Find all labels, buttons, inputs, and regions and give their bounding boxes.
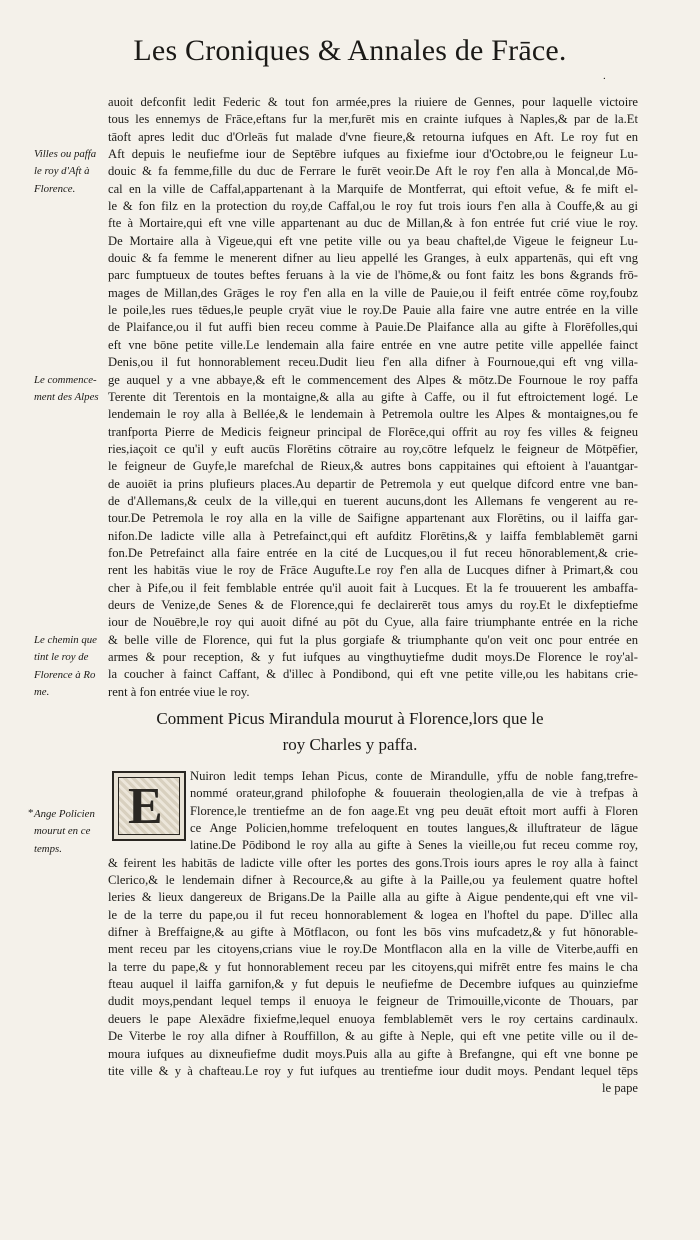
text-line: douic & fa femme le menerent difner au lieu appellé les Granges, à eulx appartenās, qui eft vng [108,251,638,266]
text-line: ge auquel y a vne abbaye,& eft le commencement des Alpes & mōtz.De Fournoue le roy paffa [108,372,638,387]
margin-note-line: me. [34,686,50,699]
text-line: nifon.De ladicte ville alla à Petrefainct,qui eft aufditz Florētins,& y laiffa femblablemēt garni [108,528,638,543]
text-line: nommé orateur,grand philofophe & fouuerain theologien,alla de vie à trefpas à [190,786,638,801]
text-line: eft vne bōne petite ville.Le lendemain alla faire entrée en vne autre petite ville appellée fainct [108,337,638,352]
margin-note-chemin [34,632,106,701]
text-line: le feigneur de Guyfe,le marefchal de Rieux,& autres bons cappitaines qui eftoient à l'auantgar- [108,459,638,474]
text-line: & feirent les habitās de ladicte ville ofter les portes des gons.Trois iours apres le roy alla à fainct [108,855,638,870]
text-line: le de la terre du pape,ou il fut receu honnorablement & logea en l'hoftel du pape. D'illec alla [108,907,638,922]
text-line: deurs de Venize,de Senes & de Florence,qui fe declairerēt tous amys du roy.Et le dixfeptiefme [108,597,638,612]
text-line: ce Ange Policien,homme trefeloquent en toutes langues,& illuftrateur de lāgue [190,821,638,836]
catchword: le pape [601,1081,638,1096]
text-line: Nuiron ledit temps Iehan Picus, conte de Mirandulle, yffu de noble fang,trefre- [190,769,638,783]
text-line: Clerico,& le lendemain difner à Recource,& au gifte à la Paille,ou ya feulement quatre hoftel [108,873,638,888]
text-line: lendemain le roy alla à Bellée,& le lendemain à Petremola oultre les Alpes & montaignes,ou fe [108,407,638,422]
text-line: Terente dit Terentois en la montaigne,& alla au gifte à Caffe, ou il fut eftroictement logé. Le [108,389,638,404]
text-line: tite ville & y à chafteau.Le roy y fut iufques au trentiefme iour dudit moys. Pendant lequel tēps [108,1063,638,1078]
margin-note-line: le roy d'Aft à [34,165,90,178]
margin-note-line: tint le roy de [34,651,89,664]
text-line: leries & lieux dangereux de Brigans.De la Paille alla au gifte à Aigue pendente,qui eft vne vil- [108,890,638,905]
text-line: la terre du pape,& y fut honnorablement receu par les citoyens,qui mifrēt entre fes mains le cha [108,959,638,974]
text-line: le poile,les rues tēdues,le peuple cryāt viue le roy.De Pauie alla faire vne autre entrée en la ville [108,303,638,318]
text-line: tāoft apres ledit duc d'Orleās fut malade d'vne fieure,& retourna iufques en Aft. Le roy fut en [108,129,638,144]
margin-note-line: Florence. [34,182,76,195]
margin-note-line: ment des Alpes [34,391,99,404]
text-line: le & fon filz en la protection du roy,de Caffal,ou le roy fut trois iours f'en alla à Couffe,& au gi [108,199,638,214]
body-text-section-1 [108,94,638,701]
text-line: tranfporta Pierre de Medicis feigneur principal de Florēce,qui offrit au roy fes villes & feigneu [108,424,638,439]
margin-note-line: Villes ou paffa [34,148,97,160]
text-line: auoit defconfit ledit Federic & tout fon armée,pres la riuiere de Gennes, pour laquelle victoire [108,95,638,109]
running-head: Les Croniques & Annales de Frāce. [133,34,567,67]
text-line: tous les ennemys de Frāce,eftans fur la mer,furēt mis en crainte iufques à Naples,& par de la.Et [108,112,638,127]
text-line: iour de Nouēbre,le roy qui auoit difné au pōt du Cyue, alla faire triumphante entrée en la riche [108,615,638,630]
page-mark: . [603,70,606,82]
text-line: de auoiēt ia prins plufieurs places.Au departir de Petremola y eut quelque difcord entre vne ban- [108,476,638,491]
text-line: Florence,le trentiefme an de fon aage.Et vng peu deuāt eftoit mort auffi à Floren [190,803,638,818]
text-line: & belle ville de Florence, qui fut la plus gorgiafe & triumphante qu'on veit onc pour entrée en [108,632,638,647]
text-line: Aft depuis le neufiefme iour de Septēbre iufques au fixiefme iour d'Octobre,ou le feigneur Lu- [108,147,638,162]
text-line: fteau auquel il laiffa garnifon,& y fut depuis le neufiefme de Decembre iufques au quinziefme [108,977,638,992]
margin-note-line: temps. [34,842,62,855]
chapter-title [0,706,700,758]
margin-note-alpes [34,372,106,407]
text-line: tour.De Petremola le roy alla en la ville de Saifigne appartenant aux Florētins, ou il laiffa gar- [108,511,638,526]
margin-note-villes [34,146,106,198]
text-line: de Plaifance,ou il fut auffi bien receu comme à Pauie.De Plaifance alla au gifte à Florēfolles,qui [108,320,638,335]
text-line: rent à fon entrée viue le roy. [108,684,250,699]
text-line: de d'Allemans,& ceulx de la ville,qui en tuerent aucuns,dont les Allemans fe vengerent au re- [108,493,638,508]
text-line: la coucher à fainct Caffant, & d'illec à Pondibond, qui eft vne petite ville,ou les habitans crie- [108,667,638,682]
text-line: parc fumptueux de toutes beftes feruans à la vie de l'hōme,& ou font faitz les bons &grands frō- [108,268,638,283]
text-line: ment receu par les citoyens,crians viue le roy.De Montflacon alla en la ville de Viterbe,auffi en [108,942,638,957]
text-line: dudit moys,pendant lequel temps il enuoya le feigneur de Trimouille,viconte de Thouars, par [108,994,638,1009]
text-line: cher à Pife,ou il feit femblable entrée qu'il auoit fait à Lucques. Et la fe trouuerent les ambaffa- [108,580,638,595]
text-line: latine.De Pōdibond le roy alla au gifte à Senes la vieille,ou fut receu comme roy, [190,838,638,853]
margin-note-line: Le chemin que [34,634,97,646]
margin-note-line: Ange Policien [34,808,95,820]
text-line: difner à Breffaigne,& au gifte à Mōtflacon, ou font les bōs vins mufcadetz,& y fut hōnorable- [108,925,638,940]
text-line: rent les habitās viue le roy de Frāce Augufte.Le roy f'en alla de Lucques difner à Primart,& cou [108,563,638,578]
text-line: De Mortaire alla à Vigeue,qui eft vne petite ville ou ya beau chaftel,de Vigeue le feigneur Lu- [108,233,638,248]
margin-note-line: mourut en ce [34,825,91,838]
margin-note-line: Le commence- [34,374,97,386]
text-line: cal en la ville de Caffal,appartenant à la Marquife de Montferrat, qui eftoit vefue, & fe mift el- [108,181,638,196]
asterisk-mark: * [28,807,34,819]
text-line: deuers le pape Alexādre fixiefme,lequel enuoya femblablemēt vers le roy certains cardinaulx. [108,1011,638,1026]
text-line: fon.De Petrefainct alla faire entrée en la cité de Lucques,ou il fut receu hōnorablement,& crie- [108,545,638,560]
margin-note-ange [34,806,106,858]
text-line: Denis,ou il fut honnorablement receu.Dudit lieu f'en alla difner à Fournoue,qui eft vng villa- [108,355,638,370]
text-line: douic & fa femme,fille du duc de Ferrare le furēt veoir.De Aft le roy f'en alla à Moncal,de Mō- [108,164,638,179]
chapter-title-line: Comment Picus Mirandula mourut à Florence,lors que le [156,709,544,728]
text-line: moura iufques au dixneufiefme dudit moys.Puis alla au gifte à Brefangne, qui eft vne bonne pe [108,1046,638,1061]
text-line: ries,iaçoit ce qu'il y euft aucūs Florētins cōtraire au roy,cōtre lefquelz le feigneur de Mōtpēfier, [108,441,638,456]
text-line: fte à Mortaire,qui eft vne ville appartenant au duc de Millan,& à fon entrée fut crié viue le roy. [108,216,638,231]
initial-letter: E [128,778,163,835]
text-line: De Viterbe le roy alla difner à Rouffillon, & au gifte à Neple, qui eft vne petite ville ou il de- [108,1029,638,1044]
text-line: mages de Millan,des Grāges le roy f'en alla en la ville de Pauie,ou il feift entrée cōme roy,foubz [108,285,638,300]
chapter-title-line: roy Charles y paffa. [282,735,418,754]
text-line: armes & pour reception, & y fut iufques au vingthuytiefme dudit moys.De Florence le roy'al- [108,650,638,664]
body-text-section-2 [108,768,638,1098]
margin-note-line: Florence à Ro [34,668,96,681]
